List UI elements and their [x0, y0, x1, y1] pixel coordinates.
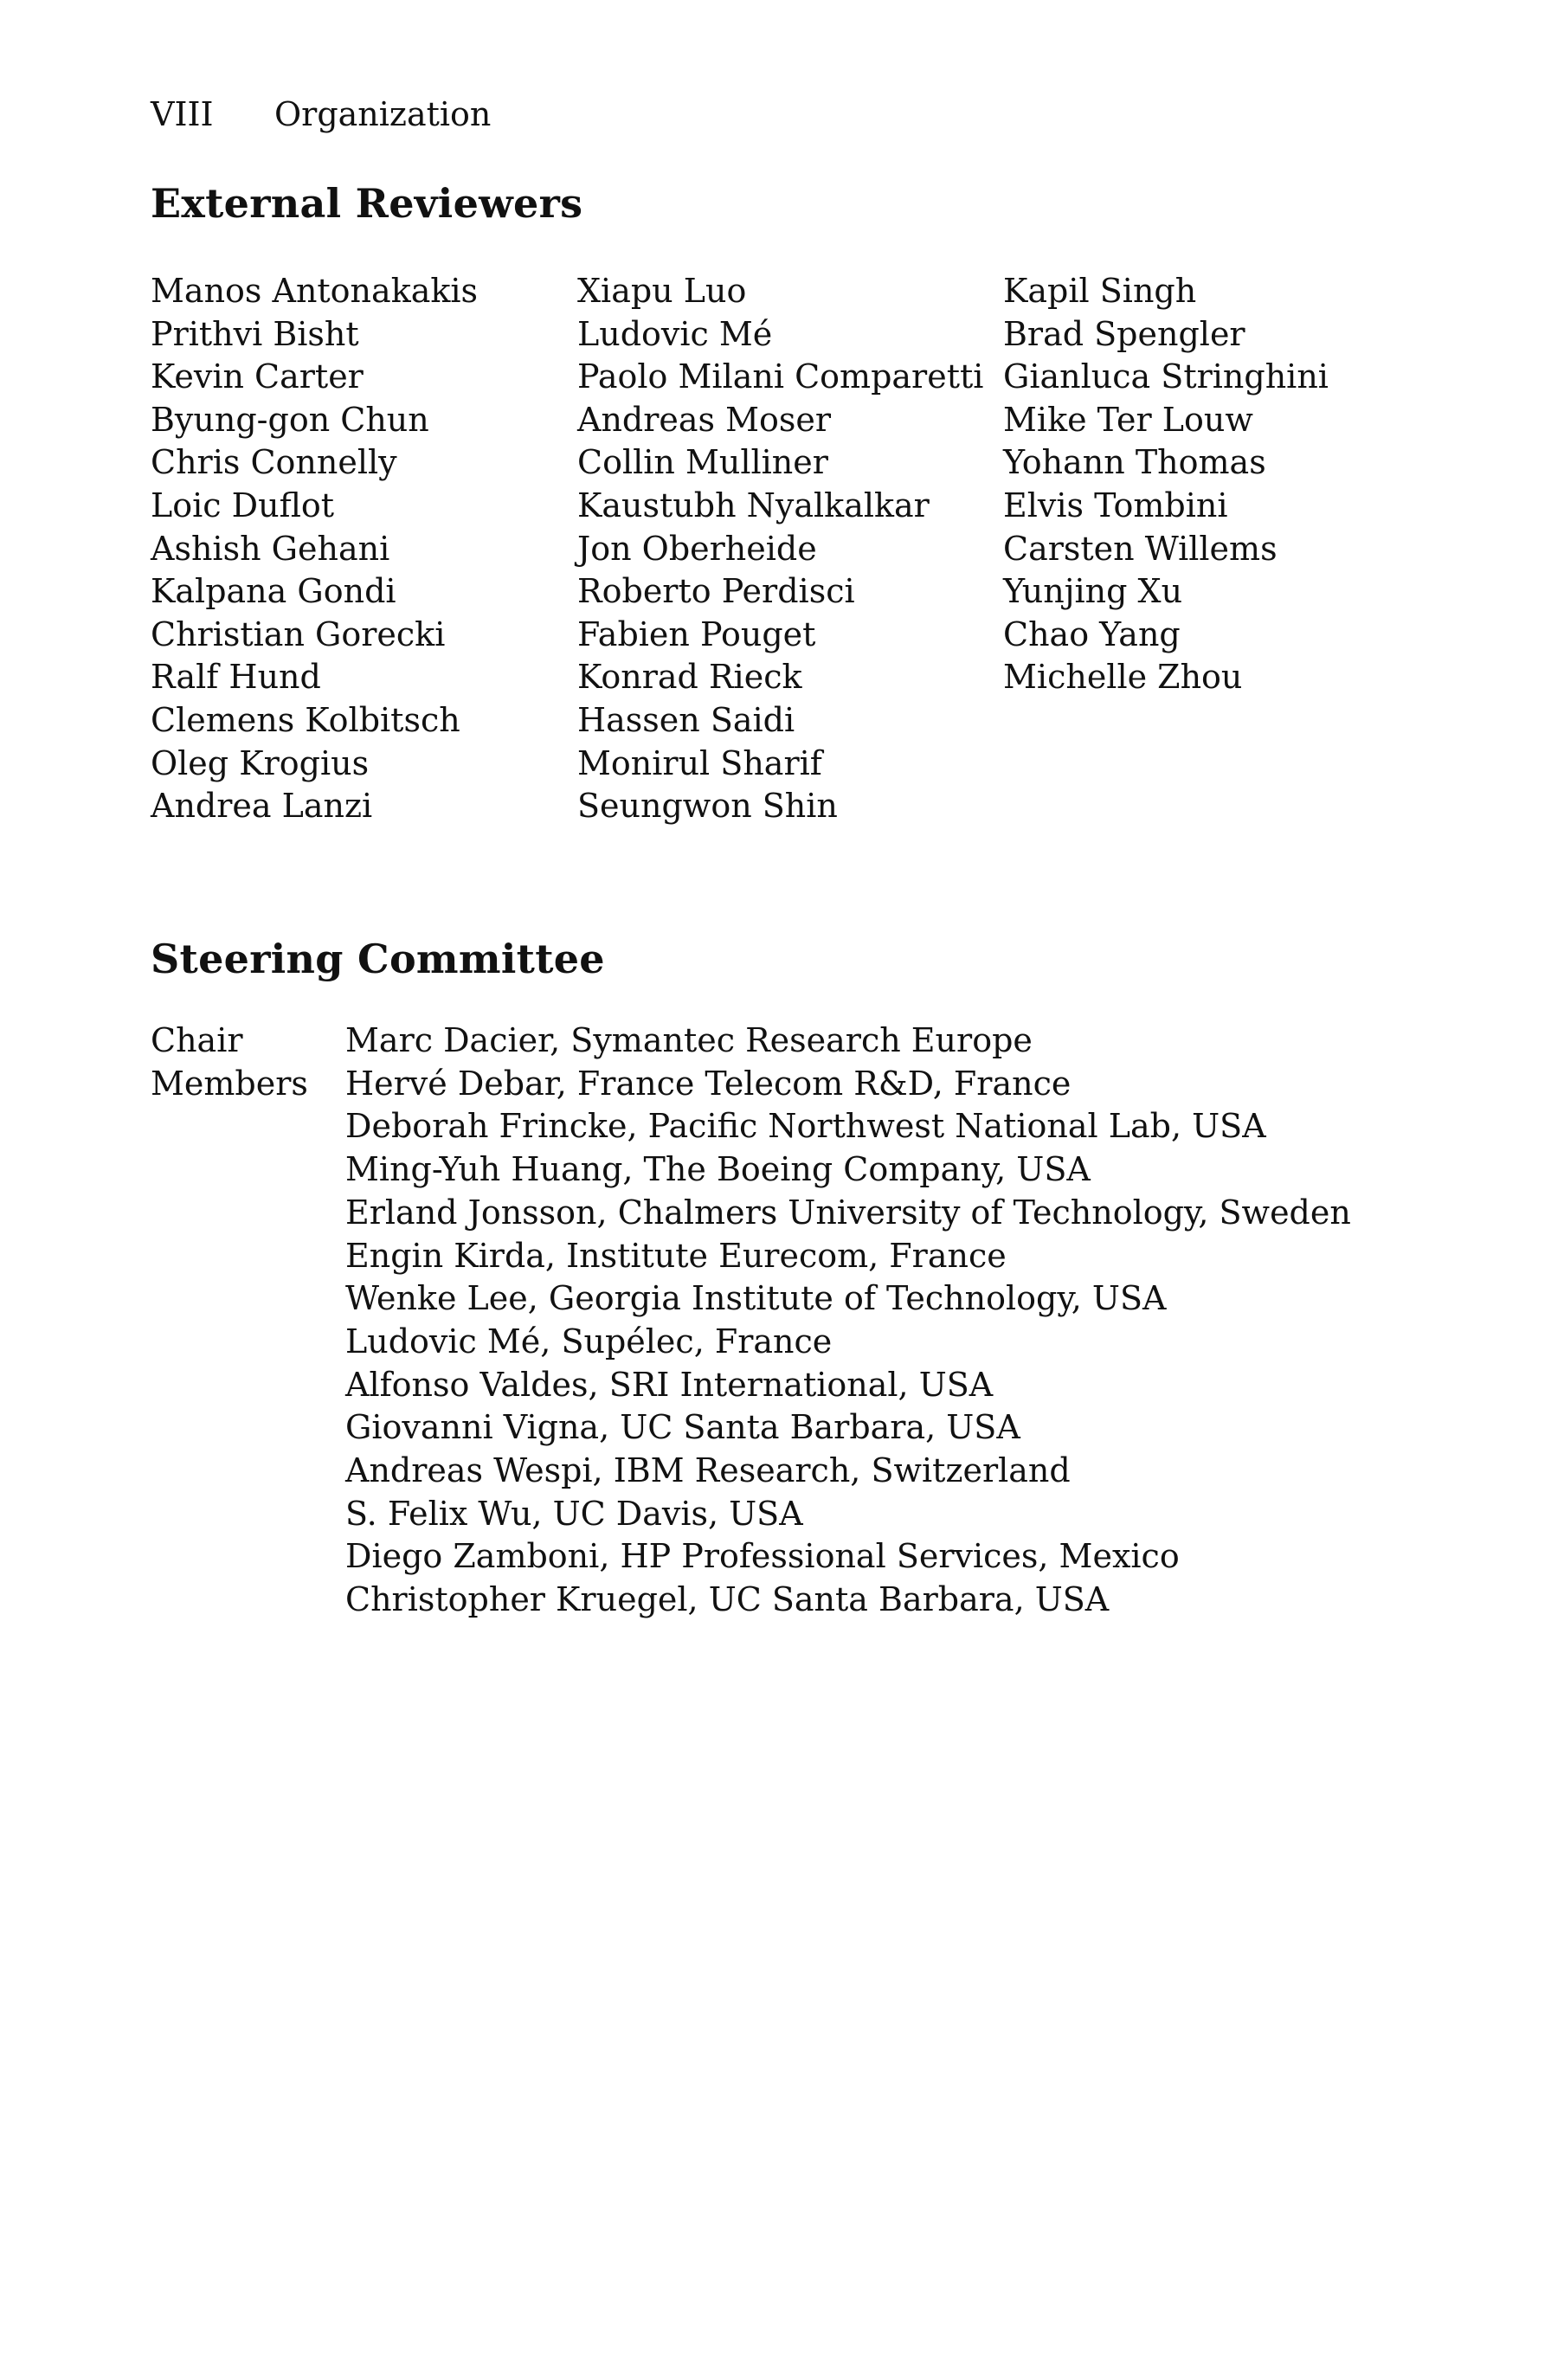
reviewer-name: Seungwon Shin [577, 787, 838, 826]
member-name: Ming-Yuh Huang, The Boeing Company, USA [345, 1150, 1091, 1189]
chair-label: Chair [151, 1021, 243, 1059]
page-number: VIII [151, 95, 214, 133]
reviewer-name: Ludovic Mé [577, 314, 773, 353]
members-label: Members [151, 1064, 308, 1103]
chair-names [345, 1020, 1033, 1063]
reviewer-name: Monirul Sharif [577, 743, 822, 782]
reviewer-name: Elvis Tombini [1003, 486, 1228, 524]
member-name: Christopher Kruegel, UC Santa Barbara, USA [345, 1580, 1110, 1619]
reviewer-name: Paolo Milani Comparetti [577, 357, 984, 396]
member-name: S. Felix Wu, UC Davis, USA [345, 1494, 803, 1533]
reviewer-name: Konrad Rieck [577, 658, 802, 697]
external-reviewers-title: External Reviewers [151, 180, 583, 227]
members-row [151, 1063, 1351, 1622]
reviewer-name: Christian Gorecki [151, 614, 446, 653]
member-name: Ludovic Mé, Supélec, France [345, 1322, 833, 1360]
member-name: Deborah Frincke, Pacific Northwest National Lab, USA [345, 1107, 1266, 1146]
reviewer-name: Kalpana Gondi [151, 572, 396, 611]
reviewer-column-3 [1003, 270, 1329, 699]
reviewer-name: Byung-gon Chun [151, 400, 429, 439]
reviewer-name: Oleg Krogius [151, 743, 370, 782]
member-name: Erland Jonsson, Chalmers University of Technology, Sweden [345, 1193, 1351, 1232]
reviewer-name: Kapil Singh [1003, 272, 1197, 310]
reviewer-name: Mike Ter Louw [1003, 400, 1253, 439]
reviewer-name: Andrea Lanzi [151, 787, 373, 826]
reviewer-name: Chao Yang [1003, 614, 1181, 653]
reviewer-name: Kaustubh Nyalkalkar [577, 486, 930, 524]
reviewer-name: Ashish Gehani [151, 529, 390, 568]
reviewer-name: Gianluca Stringhini [1003, 357, 1329, 396]
member-name: Andreas Wespi, IBM Research, Switzerland [345, 1451, 1071, 1490]
member-name: Engin Kirda, Institute Eurecom, France [345, 1236, 1007, 1275]
member-names [345, 1063, 1351, 1622]
reviewer-name: Clemens Kolbitsch [151, 700, 460, 739]
running-head [151, 93, 491, 135]
reviewer-name: Prithvi Bisht [151, 314, 359, 353]
running-title: Organization [274, 95, 492, 133]
steering-committee-title: Steering Committee [151, 936, 605, 982]
steering-committee [151, 1020, 1351, 1622]
reviewer-name: Jon Oberheide [577, 529, 817, 568]
reviewer-column-2 [577, 270, 983, 828]
reviewer-name: Andreas Moser [577, 400, 832, 439]
reviewer-name: Manos Antonakakis [151, 272, 479, 310]
reviewer-name: Chris Connelly [151, 443, 397, 482]
reviewer-name: Yohann Thomas [1003, 443, 1266, 482]
reviewer-name: Ralf Hund [151, 658, 321, 697]
reviewer-name: Roberto Perdisci [577, 572, 855, 611]
reviewer-name: Michelle Zhou [1003, 658, 1243, 697]
member-name: Alfonso Valdes, SRI International, USA [345, 1365, 994, 1404]
reviewer-name: Brad Spengler [1003, 314, 1245, 353]
reviewer-name: Loic Duflot [151, 486, 335, 524]
member-name: Hervé Debar, France Telecom R&D, France [345, 1064, 1072, 1103]
member-name: Diego Zamboni, HP Professional Services, Mexico [345, 1537, 1180, 1576]
reviewer-name: Kevin Carter [151, 357, 364, 396]
member-name: Giovanni Vigna, UC Santa Barbara, USA [345, 1408, 1020, 1447]
chair-name: Marc Dacier, Symantec Research Europe [345, 1021, 1033, 1059]
reviewer-name: Yunjing Xu [1003, 572, 1183, 611]
reviewer-name: Collin Mulliner [577, 443, 828, 482]
reviewer-name: Carsten Willems [1003, 529, 1277, 568]
reviewer-name: Hassen Saidi [577, 700, 795, 739]
reviewer-column-1 [151, 270, 478, 828]
reviewer-name: Xiapu Luo [577, 272, 747, 310]
chair-row [151, 1020, 1351, 1063]
reviewer-name: Fabien Pouget [577, 614, 816, 653]
member-name: Wenke Lee, Georgia Institute of Technology, USA [345, 1279, 1167, 1318]
